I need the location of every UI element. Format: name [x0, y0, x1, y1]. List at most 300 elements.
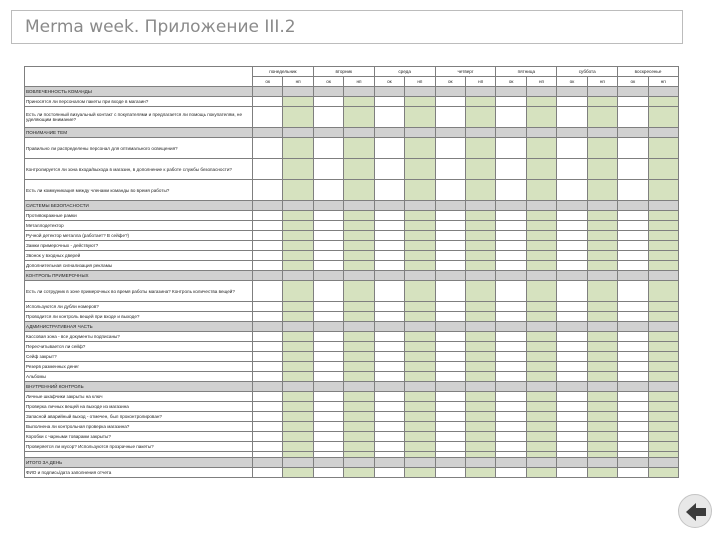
ok-cell[interactable]: [496, 342, 526, 352]
no-cell[interactable]: [587, 422, 617, 432]
ok-cell[interactable]: [496, 402, 526, 412]
ok-cell[interactable]: [253, 231, 283, 241]
no-cell[interactable]: [526, 312, 556, 322]
no-cell[interactable]: [648, 468, 678, 478]
ok-cell[interactable]: [374, 231, 404, 241]
no-cell[interactable]: [587, 442, 617, 452]
ok-cell[interactable]: [496, 362, 526, 372]
ok-cell[interactable]: [496, 432, 526, 442]
no-cell[interactable]: [283, 422, 313, 432]
ok-cell[interactable]: [253, 342, 283, 352]
no-cell[interactable]: [526, 362, 556, 372]
ok-cell[interactable]: [557, 372, 587, 382]
no-cell[interactable]: [405, 392, 435, 402]
no-cell[interactable]: [405, 372, 435, 382]
ok-cell[interactable]: [618, 312, 648, 322]
no-cell[interactable]: [344, 352, 374, 362]
ok-cell[interactable]: [557, 422, 587, 432]
ok-cell[interactable]: [618, 332, 648, 342]
no-cell[interactable]: [465, 352, 495, 362]
no-cell[interactable]: [405, 97, 435, 107]
ok-cell[interactable]: [496, 281, 526, 302]
ok-cell[interactable]: [435, 412, 465, 422]
ok-cell[interactable]: [374, 422, 404, 432]
no-cell[interactable]: [344, 332, 374, 342]
no-cell[interactable]: [587, 138, 617, 159]
no-cell[interactable]: [283, 138, 313, 159]
ok-cell[interactable]: [313, 211, 343, 221]
ok-cell[interactable]: [557, 302, 587, 312]
ok-cell[interactable]: [253, 180, 283, 201]
no-cell[interactable]: [465, 402, 495, 412]
ok-cell[interactable]: [253, 468, 283, 478]
ok-cell[interactable]: [313, 422, 343, 432]
no-cell[interactable]: [587, 241, 617, 251]
ok-cell[interactable]: [618, 107, 648, 128]
no-cell[interactable]: [344, 372, 374, 382]
no-cell[interactable]: [648, 241, 678, 251]
no-cell[interactable]: [465, 332, 495, 342]
ok-cell[interactable]: [374, 372, 404, 382]
ok-cell[interactable]: [496, 332, 526, 342]
no-cell[interactable]: [587, 251, 617, 261]
no-cell[interactable]: [526, 221, 556, 231]
ok-cell[interactable]: [435, 468, 465, 478]
ok-cell[interactable]: [496, 392, 526, 402]
no-cell[interactable]: [405, 442, 435, 452]
ok-cell[interactable]: [557, 412, 587, 422]
no-cell[interactable]: [405, 468, 435, 478]
no-cell[interactable]: [405, 107, 435, 128]
no-cell[interactable]: [465, 241, 495, 251]
ok-cell[interactable]: [313, 412, 343, 422]
no-cell[interactable]: [648, 97, 678, 107]
ok-cell[interactable]: [374, 352, 404, 362]
no-cell[interactable]: [648, 211, 678, 221]
ok-cell[interactable]: [618, 302, 648, 312]
ok-cell[interactable]: [313, 261, 343, 271]
no-cell[interactable]: [344, 392, 374, 402]
no-cell[interactable]: [648, 180, 678, 201]
ok-cell[interactable]: [557, 241, 587, 251]
no-cell[interactable]: [283, 302, 313, 312]
ok-cell[interactable]: [496, 442, 526, 452]
no-cell[interactable]: [344, 468, 374, 478]
no-cell[interactable]: [405, 231, 435, 241]
no-cell[interactable]: [283, 231, 313, 241]
no-cell[interactable]: [526, 332, 556, 342]
no-cell[interactable]: [465, 392, 495, 402]
ok-cell[interactable]: [618, 402, 648, 412]
ok-cell[interactable]: [253, 352, 283, 362]
no-cell[interactable]: [344, 442, 374, 452]
ok-cell[interactable]: [435, 402, 465, 412]
no-cell[interactable]: [283, 432, 313, 442]
ok-cell[interactable]: [618, 432, 648, 442]
ok-cell[interactable]: [618, 281, 648, 302]
no-cell[interactable]: [344, 211, 374, 221]
no-cell[interactable]: [283, 392, 313, 402]
no-cell[interactable]: [283, 352, 313, 362]
ok-cell[interactable]: [435, 97, 465, 107]
no-cell[interactable]: [465, 412, 495, 422]
no-cell[interactable]: [648, 261, 678, 271]
no-cell[interactable]: [465, 362, 495, 372]
ok-cell[interactable]: [618, 412, 648, 422]
ok-cell[interactable]: [557, 138, 587, 159]
no-cell[interactable]: [405, 362, 435, 372]
no-cell[interactable]: [587, 352, 617, 362]
no-cell[interactable]: [648, 332, 678, 342]
ok-cell[interactable]: [618, 221, 648, 231]
no-cell[interactable]: [526, 231, 556, 241]
ok-cell[interactable]: [313, 281, 343, 302]
ok-cell[interactable]: [313, 241, 343, 251]
ok-cell[interactable]: [313, 251, 343, 261]
ok-cell[interactable]: [374, 342, 404, 352]
ok-cell[interactable]: [435, 107, 465, 128]
no-cell[interactable]: [344, 138, 374, 159]
no-cell[interactable]: [526, 442, 556, 452]
no-cell[interactable]: [587, 468, 617, 478]
ok-cell[interactable]: [557, 362, 587, 372]
ok-cell[interactable]: [313, 372, 343, 382]
no-cell[interactable]: [465, 432, 495, 442]
ok-cell[interactable]: [435, 138, 465, 159]
ok-cell[interactable]: [618, 241, 648, 251]
no-cell[interactable]: [587, 412, 617, 422]
no-cell[interactable]: [283, 372, 313, 382]
ok-cell[interactable]: [374, 392, 404, 402]
ok-cell[interactable]: [618, 372, 648, 382]
ok-cell[interactable]: [435, 372, 465, 382]
ok-cell[interactable]: [618, 392, 648, 402]
ok-cell[interactable]: [557, 159, 587, 180]
no-cell[interactable]: [465, 180, 495, 201]
no-cell[interactable]: [587, 180, 617, 201]
ok-cell[interactable]: [557, 281, 587, 302]
no-cell[interactable]: [405, 138, 435, 159]
ok-cell[interactable]: [496, 312, 526, 322]
ok-cell[interactable]: [435, 312, 465, 322]
no-cell[interactable]: [283, 107, 313, 128]
no-cell[interactable]: [283, 261, 313, 271]
ok-cell[interactable]: [435, 352, 465, 362]
ok-cell[interactable]: [557, 221, 587, 231]
ok-cell[interactable]: [313, 332, 343, 342]
no-cell[interactable]: [526, 412, 556, 422]
no-cell[interactable]: [344, 221, 374, 231]
no-cell[interactable]: [526, 422, 556, 432]
no-cell[interactable]: [648, 432, 678, 442]
ok-cell[interactable]: [496, 261, 526, 271]
no-cell[interactable]: [283, 180, 313, 201]
no-cell[interactable]: [344, 159, 374, 180]
ok-cell[interactable]: [313, 362, 343, 372]
no-cell[interactable]: [405, 432, 435, 442]
ok-cell[interactable]: [253, 422, 283, 432]
no-cell[interactable]: [344, 180, 374, 201]
no-cell[interactable]: [465, 342, 495, 352]
ok-cell[interactable]: [496, 211, 526, 221]
no-cell[interactable]: [526, 251, 556, 261]
no-cell[interactable]: [648, 159, 678, 180]
ok-cell[interactable]: [313, 159, 343, 180]
ok-cell[interactable]: [557, 342, 587, 352]
ok-cell[interactable]: [435, 281, 465, 302]
ok-cell[interactable]: [435, 261, 465, 271]
ok-cell[interactable]: [496, 180, 526, 201]
ok-cell[interactable]: [557, 107, 587, 128]
no-cell[interactable]: [465, 138, 495, 159]
ok-cell[interactable]: [374, 97, 404, 107]
ok-cell[interactable]: [435, 159, 465, 180]
no-cell[interactable]: [465, 261, 495, 271]
no-cell[interactable]: [526, 281, 556, 302]
no-cell[interactable]: [526, 342, 556, 352]
no-cell[interactable]: [648, 442, 678, 452]
ok-cell[interactable]: [496, 159, 526, 180]
ok-cell[interactable]: [253, 221, 283, 231]
no-cell[interactable]: [648, 362, 678, 372]
no-cell[interactable]: [465, 159, 495, 180]
no-cell[interactable]: [587, 231, 617, 241]
ok-cell[interactable]: [496, 241, 526, 251]
no-cell[interactable]: [526, 402, 556, 412]
no-cell[interactable]: [526, 261, 556, 271]
ok-cell[interactable]: [618, 261, 648, 271]
no-cell[interactable]: [465, 231, 495, 241]
no-cell[interactable]: [344, 241, 374, 251]
no-cell[interactable]: [405, 422, 435, 432]
no-cell[interactable]: [587, 107, 617, 128]
ok-cell[interactable]: [313, 402, 343, 412]
ok-cell[interactable]: [253, 362, 283, 372]
ok-cell[interactable]: [496, 251, 526, 261]
ok-cell[interactable]: [618, 362, 648, 372]
no-cell[interactable]: [405, 342, 435, 352]
no-cell[interactable]: [283, 221, 313, 231]
ok-cell[interactable]: [374, 211, 404, 221]
no-cell[interactable]: [344, 432, 374, 442]
ok-cell[interactable]: [374, 362, 404, 372]
ok-cell[interactable]: [435, 302, 465, 312]
ok-cell[interactable]: [313, 392, 343, 402]
no-cell[interactable]: [283, 211, 313, 221]
no-cell[interactable]: [526, 392, 556, 402]
no-cell[interactable]: [526, 302, 556, 312]
ok-cell[interactable]: [496, 302, 526, 312]
ok-cell[interactable]: [435, 231, 465, 241]
ok-cell[interactable]: [618, 422, 648, 432]
no-cell[interactable]: [587, 221, 617, 231]
no-cell[interactable]: [465, 211, 495, 221]
back-button[interactable]: [678, 494, 712, 528]
ok-cell[interactable]: [557, 211, 587, 221]
ok-cell[interactable]: [557, 468, 587, 478]
no-cell[interactable]: [344, 107, 374, 128]
no-cell[interactable]: [465, 468, 495, 478]
ok-cell[interactable]: [253, 241, 283, 251]
no-cell[interactable]: [465, 97, 495, 107]
ok-cell[interactable]: [557, 442, 587, 452]
no-cell[interactable]: [648, 138, 678, 159]
ok-cell[interactable]: [313, 312, 343, 322]
ok-cell[interactable]: [313, 221, 343, 231]
ok-cell[interactable]: [374, 251, 404, 261]
ok-cell[interactable]: [374, 432, 404, 442]
ok-cell[interactable]: [313, 138, 343, 159]
no-cell[interactable]: [587, 302, 617, 312]
no-cell[interactable]: [344, 302, 374, 312]
ok-cell[interactable]: [435, 392, 465, 402]
ok-cell[interactable]: [253, 402, 283, 412]
ok-cell[interactable]: [374, 221, 404, 231]
no-cell[interactable]: [526, 107, 556, 128]
ok-cell[interactable]: [374, 468, 404, 478]
ok-cell[interactable]: [313, 180, 343, 201]
no-cell[interactable]: [283, 281, 313, 302]
ok-cell[interactable]: [313, 468, 343, 478]
ok-cell[interactable]: [374, 281, 404, 302]
no-cell[interactable]: [648, 281, 678, 302]
no-cell[interactable]: [405, 412, 435, 422]
ok-cell[interactable]: [253, 432, 283, 442]
no-cell[interactable]: [648, 352, 678, 362]
no-cell[interactable]: [405, 159, 435, 180]
no-cell[interactable]: [344, 261, 374, 271]
no-cell[interactable]: [344, 97, 374, 107]
ok-cell[interactable]: [374, 138, 404, 159]
ok-cell[interactable]: [618, 180, 648, 201]
no-cell[interactable]: [648, 251, 678, 261]
no-cell[interactable]: [344, 402, 374, 412]
ok-cell[interactable]: [435, 211, 465, 221]
no-cell[interactable]: [405, 302, 435, 312]
ok-cell[interactable]: [313, 352, 343, 362]
ok-cell[interactable]: [557, 402, 587, 412]
no-cell[interactable]: [405, 312, 435, 322]
ok-cell[interactable]: [313, 107, 343, 128]
ok-cell[interactable]: [496, 138, 526, 159]
ok-cell[interactable]: [557, 432, 587, 442]
no-cell[interactable]: [587, 261, 617, 271]
no-cell[interactable]: [648, 372, 678, 382]
ok-cell[interactable]: [253, 281, 283, 302]
ok-cell[interactable]: [496, 231, 526, 241]
ok-cell[interactable]: [374, 332, 404, 342]
no-cell[interactable]: [405, 352, 435, 362]
ok-cell[interactable]: [618, 97, 648, 107]
no-cell[interactable]: [465, 312, 495, 322]
ok-cell[interactable]: [618, 211, 648, 221]
no-cell[interactable]: [587, 332, 617, 342]
ok-cell[interactable]: [313, 97, 343, 107]
ok-cell[interactable]: [253, 442, 283, 452]
ok-cell[interactable]: [374, 107, 404, 128]
no-cell[interactable]: [526, 211, 556, 221]
ok-cell[interactable]: [557, 231, 587, 241]
ok-cell[interactable]: [253, 251, 283, 261]
no-cell[interactable]: [648, 342, 678, 352]
ok-cell[interactable]: [435, 221, 465, 231]
ok-cell[interactable]: [435, 362, 465, 372]
ok-cell[interactable]: [618, 468, 648, 478]
no-cell[interactable]: [648, 231, 678, 241]
no-cell[interactable]: [283, 342, 313, 352]
ok-cell[interactable]: [496, 97, 526, 107]
ok-cell[interactable]: [313, 432, 343, 442]
no-cell[interactable]: [587, 159, 617, 180]
no-cell[interactable]: [526, 468, 556, 478]
no-cell[interactable]: [283, 332, 313, 342]
no-cell[interactable]: [465, 372, 495, 382]
no-cell[interactable]: [344, 312, 374, 322]
no-cell[interactable]: [283, 362, 313, 372]
ok-cell[interactable]: [374, 180, 404, 201]
no-cell[interactable]: [344, 422, 374, 432]
ok-cell[interactable]: [374, 261, 404, 271]
ok-cell[interactable]: [253, 312, 283, 322]
no-cell[interactable]: [283, 312, 313, 322]
ok-cell[interactable]: [374, 402, 404, 412]
ok-cell[interactable]: [618, 442, 648, 452]
no-cell[interactable]: [283, 251, 313, 261]
no-cell[interactable]: [283, 97, 313, 107]
no-cell[interactable]: [405, 211, 435, 221]
ok-cell[interactable]: [253, 372, 283, 382]
ok-cell[interactable]: [253, 107, 283, 128]
no-cell[interactable]: [405, 281, 435, 302]
ok-cell[interactable]: [374, 312, 404, 322]
no-cell[interactable]: [344, 362, 374, 372]
ok-cell[interactable]: [435, 180, 465, 201]
ok-cell[interactable]: [374, 442, 404, 452]
ok-cell[interactable]: [313, 442, 343, 452]
ok-cell[interactable]: [557, 251, 587, 261]
ok-cell[interactable]: [313, 342, 343, 352]
no-cell[interactable]: [648, 312, 678, 322]
no-cell[interactable]: [465, 221, 495, 231]
no-cell[interactable]: [344, 281, 374, 302]
no-cell[interactable]: [405, 180, 435, 201]
no-cell[interactable]: [648, 402, 678, 412]
no-cell[interactable]: [526, 352, 556, 362]
no-cell[interactable]: [344, 231, 374, 241]
no-cell[interactable]: [526, 180, 556, 201]
no-cell[interactable]: [465, 302, 495, 312]
ok-cell[interactable]: [557, 97, 587, 107]
no-cell[interactable]: [405, 261, 435, 271]
ok-cell[interactable]: [618, 251, 648, 261]
ok-cell[interactable]: [557, 180, 587, 201]
no-cell[interactable]: [587, 372, 617, 382]
no-cell[interactable]: [526, 432, 556, 442]
no-cell[interactable]: [405, 402, 435, 412]
ok-cell[interactable]: [496, 372, 526, 382]
no-cell[interactable]: [587, 432, 617, 442]
ok-cell[interactable]: [557, 261, 587, 271]
ok-cell[interactable]: [374, 302, 404, 312]
ok-cell[interactable]: [253, 138, 283, 159]
ok-cell[interactable]: [435, 342, 465, 352]
ok-cell[interactable]: [435, 422, 465, 432]
ok-cell[interactable]: [435, 432, 465, 442]
ok-cell[interactable]: [374, 241, 404, 251]
no-cell[interactable]: [405, 332, 435, 342]
ok-cell[interactable]: [557, 332, 587, 342]
no-cell[interactable]: [283, 402, 313, 412]
